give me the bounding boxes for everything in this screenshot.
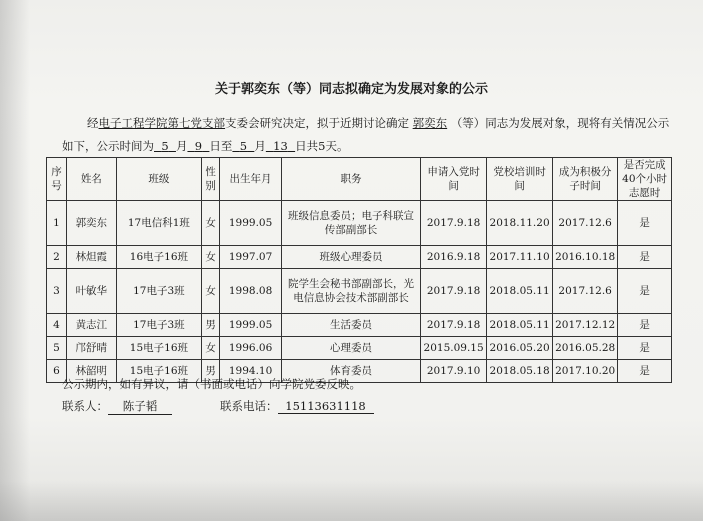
table-cell: 2017.12.12 [553, 314, 618, 337]
table-cell: 2017.9.10 [421, 360, 487, 383]
table-row [47, 314, 672, 337]
start-day: 9 [194, 139, 203, 153]
table-cell: 16电子16班 [116, 246, 201, 269]
table-cell: 17电信科1班 [116, 201, 201, 246]
table-cell: 17电子3班 [116, 314, 201, 337]
end-month: 5 [239, 139, 248, 153]
header-cell: 党校培训时间 [487, 158, 553, 201]
table-cell: 15电子16班 [116, 360, 201, 383]
candidate-name: 郭奕东 [412, 116, 448, 130]
table-cell: 女 [202, 337, 220, 360]
table-cell: 2018.05.18 [487, 360, 553, 383]
intro-suffix: 日共5天。 [295, 139, 349, 153]
table-cell: 1996.06 [220, 337, 282, 360]
table-cell: 2016.05.28 [553, 337, 618, 360]
contact-line [62, 398, 374, 415]
candidates-table [46, 157, 672, 383]
header-cell: 申请入党时间 [421, 158, 487, 201]
table-cell: 女 [202, 201, 220, 246]
contact-label: 联系人： [62, 399, 108, 413]
table-cell: 男 [202, 314, 220, 337]
table-cell: 1999.05 [220, 314, 282, 337]
table-cell: 生活委员 [282, 314, 421, 337]
table-cell: 1994.10 [220, 360, 282, 383]
table-cell: 4 [47, 314, 67, 337]
table-cell: 男 [202, 360, 220, 383]
intro-text-1: 支委会研究决定，拟于近期讨论确定 [225, 116, 409, 130]
table-cell: 是 [618, 337, 672, 360]
day-to-label: 日至 [209, 139, 233, 153]
table-cell: 林韶明 [66, 360, 116, 383]
table-cell: 是 [618, 246, 672, 269]
contact-name: 陈子韬 [108, 398, 172, 415]
table-cell: 2015.09.15 [421, 337, 487, 360]
month-label-1: 月 [175, 139, 188, 153]
month-label-2: 月 [254, 139, 266, 153]
table-cell: 邝舒晴 [66, 337, 116, 360]
org-name: 电子工程学院第七党支部 [98, 116, 225, 130]
start-month: 5 [161, 139, 169, 153]
table-cell: 是 [618, 314, 672, 337]
table-cell: 班级心理委员 [282, 246, 421, 269]
intro-paragraph [62, 112, 672, 158]
table-cell: 1997.07 [220, 246, 282, 269]
table-cell: 黄志江 [66, 314, 116, 337]
header-cell: 出生年月 [220, 158, 282, 201]
table-cell: 6 [47, 360, 67, 383]
intro-prefix: 经 [87, 116, 99, 130]
table-cell: 心理委员 [282, 337, 421, 360]
document-title: 关于郭奕东（等）同志拟确定为发展对象的公示 [214, 82, 488, 97]
header-cell: 成为积极分子时间 [553, 158, 618, 201]
table-cell: 3 [47, 269, 67, 314]
header-cell: 性别 [202, 158, 220, 201]
table-cell: 2018.05.11 [487, 314, 553, 337]
table-cell: 女 [202, 269, 220, 314]
table-cell: 1998.08 [220, 269, 282, 314]
contact-phone: 15113631118 [278, 399, 374, 414]
table-header-row [47, 158, 672, 201]
table-cell: 15电子16班 [116, 337, 201, 360]
table-cell: 2017.11.10 [487, 246, 553, 269]
page-shadow-bottom [0, 481, 703, 521]
table-cell: 5 [47, 337, 67, 360]
table-row [47, 269, 672, 314]
table-cell: 17电子3班 [116, 269, 201, 314]
table-cell: 2016.10.18 [553, 246, 618, 269]
objection-notice: 公示期内，如有异议，请（书面或电话）向学院党委反映。 [62, 377, 361, 391]
table-cell: 2016.05.20 [487, 337, 553, 360]
table-cell: 2017.9.18 [421, 201, 487, 246]
table-cell: 2017.9.18 [421, 314, 487, 337]
table-cell: 2018.11.20 [487, 201, 553, 246]
table-cell: 2017.12.6 [553, 269, 618, 314]
table-cell: 体育委员 [282, 360, 421, 383]
header-cell: 职务 [282, 158, 421, 201]
header-cell: 姓名 [66, 158, 116, 201]
table-cell: 2017.12.6 [553, 201, 618, 246]
table-cell: 1 [47, 201, 67, 246]
table-cell: 是 [618, 201, 672, 246]
end-day: 13 [273, 139, 288, 153]
phone-label: 联系电话： [220, 399, 278, 413]
table-cell: 2017.9.18 [421, 269, 487, 314]
table-cell: 叶敏华 [66, 269, 116, 314]
table-cell: 2018.05.11 [487, 269, 553, 314]
header-cell: 序号 [47, 158, 67, 201]
intro-text-2: （等）同志为发展对象，现将有关情况公示如下，公示时间为 [62, 116, 670, 153]
table-cell: 是 [618, 269, 672, 314]
table-row [47, 246, 672, 269]
table-cell: 2 [47, 246, 67, 269]
table-cell: 2016.9.18 [421, 246, 487, 269]
table-cell: 林炟霞 [66, 246, 116, 269]
table-cell: 郭奕东 [66, 201, 116, 246]
table-cell: 班级信息委员；电子科联宣传部副部长 [282, 201, 421, 246]
header-cell: 是否完成40个小时志愿时 [618, 158, 672, 201]
table-row [47, 337, 672, 360]
table-cell: 女 [202, 246, 220, 269]
table-cell: 院学生会秘书部副部长，光电信息协会技术部副部长 [282, 269, 421, 314]
header-cell: 班级 [116, 158, 201, 201]
table-row [47, 201, 672, 246]
table-cell: 是 [618, 360, 672, 383]
table-cell: 2017.10.20 [553, 360, 618, 383]
table-cell: 1999.05 [220, 201, 282, 246]
